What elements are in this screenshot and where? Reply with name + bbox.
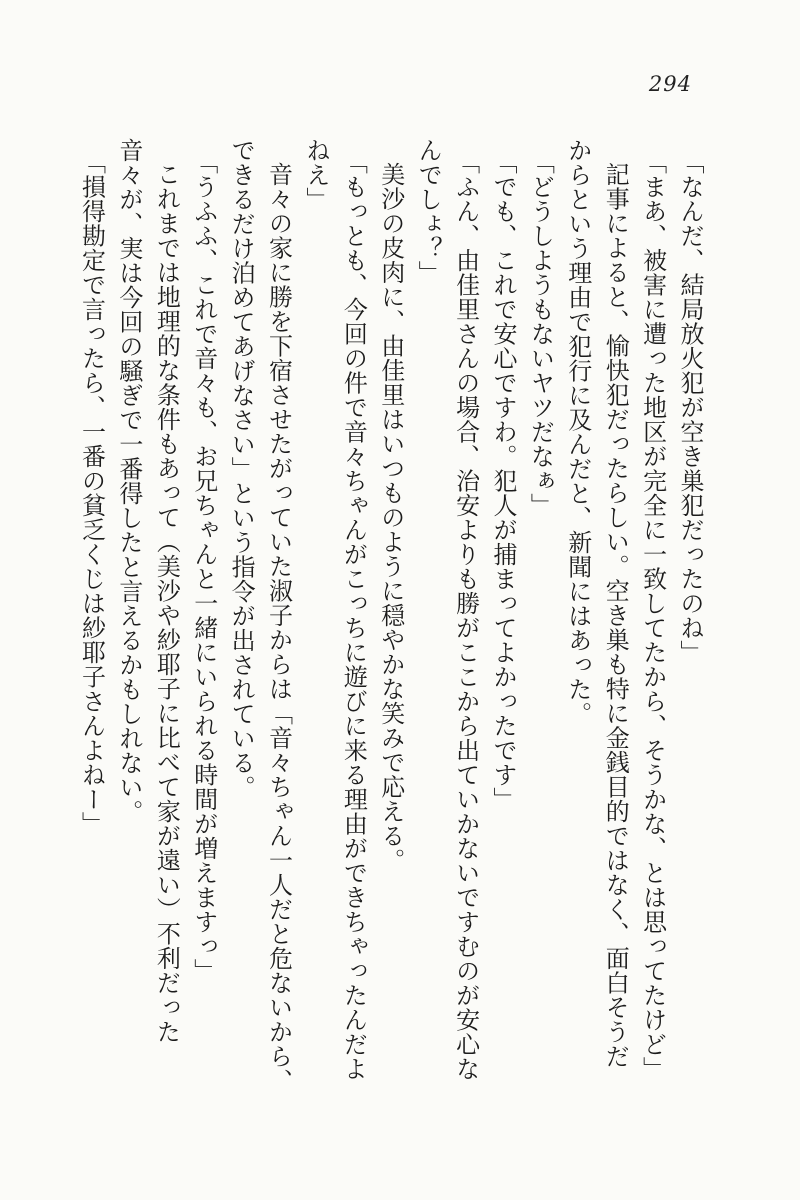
text-block [70, 138, 708, 1103]
page-number: 294 [648, 72, 692, 96]
text-line: 「うふふ、これで音々も、お兄ちゃんと一緒にいられる時間が増えますっ」 [189, 150, 218, 983]
text-line: 「ふん、由佳里さんの場合、治安よりも勝がここから出ていかないですむのが安心な [451, 150, 480, 1081]
text-line: 記事によると、愉快犯だったらしい。空き巣も特に金銭目的ではなく、面白そうだ [601, 162, 630, 1069]
text-line: 「もっとも、今回の件で音々ちゃんがこっちに遊びに来る理由ができちゃったんだよ [339, 150, 368, 1081]
text-line: からという理由で犯行に及んだと、新聞にはあった。 [563, 138, 592, 726]
text-line: 「なんだ、結局放火犯が空き巣犯だったのね」 [676, 150, 704, 665]
text-line: 「損得勘定で言ったら、一番の貧乏くじは紗耶子さんよねー」 [77, 150, 106, 836]
text-line: 「まあ、被害に遭った地区が完全に一致してたから、そうかな、とは思ってたけど」 [638, 150, 667, 1081]
text-line: ねえ」 [301, 138, 330, 212]
text-line: 音々が、実は今回の騒ぎで一番得したと言えるかもしれない。 [114, 138, 143, 824]
text-line: 「どうしようもないヤツだなぁ」 [526, 150, 555, 518]
text-line: 美沙の皮肉に、由佳里はいつものように穏やかな笑みで応える。 [376, 162, 405, 873]
text-line: できるだけ泊めてあげなさい」という指令が出されている。 [227, 138, 256, 800]
text-line: 「でも、これで安心ですわ。犯人が捕まってよかったです」 [488, 150, 517, 812]
text-line: これまでは地理的な条件もあって（美沙や紗耶子に比べて家が遠い）不利だった [152, 162, 181, 1044]
text-line: んでしょ？」 [414, 138, 443, 285]
text-line: 音々の家に勝を下宿させたがっていた淑子からは「音々ちゃん一人だと危ないから、 [264, 162, 293, 1093]
